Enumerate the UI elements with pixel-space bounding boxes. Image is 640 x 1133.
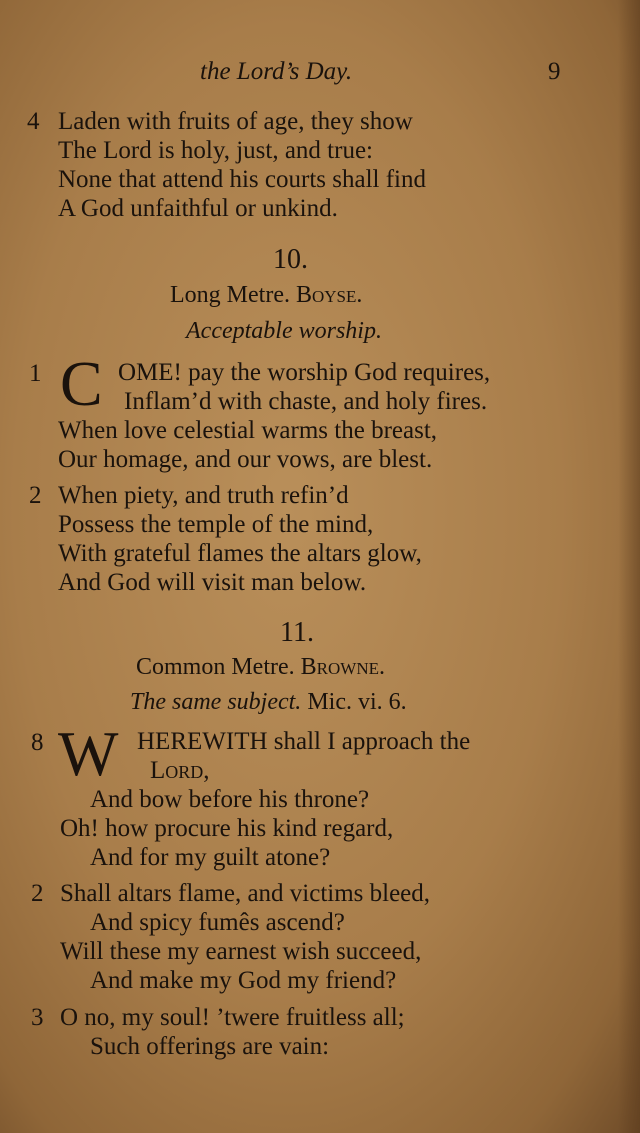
- verse-line: And spicy fumês ascend?: [90, 909, 345, 936]
- verse-line: And bow before his throne?: [90, 786, 370, 813]
- verse-line: And for my guilt atone?: [90, 844, 331, 871]
- verse-line: None that attend his courts shall find: [58, 166, 426, 193]
- verse-number: 2: [31, 880, 44, 907]
- verse-line: Such offerings are vain:: [90, 1033, 330, 1060]
- hymn-author: Boyse.: [295, 282, 363, 308]
- metre-label: Common Metre.: [136, 654, 295, 680]
- verse-number: 4: [27, 108, 40, 135]
- metre-label: Long Metre.: [170, 282, 290, 308]
- verse-line: And God will visit man below.: [58, 569, 367, 596]
- hymn-metre: [170, 282, 362, 309]
- verse-line: Possess the temple of the mind,: [58, 511, 374, 538]
- hymn-subtitle: The same subject.: [130, 689, 302, 715]
- drop-cap: W: [58, 718, 119, 789]
- verse-number: 3: [31, 1004, 44, 1031]
- verse-line: Inflam’d with chaste, and holy fires.: [124, 388, 488, 415]
- verse-line: Shall altars flame, and victims bleed,: [60, 880, 431, 907]
- verse-line: A God unfaithful or unkind.: [58, 195, 338, 222]
- scripture-reference: Mic. vi. 6.: [307, 689, 407, 715]
- verse-line: HEREWITH shall I approach the: [137, 728, 471, 755]
- page-number: 9: [548, 58, 561, 85]
- hymn-subtitle: Acceptable worship.: [186, 318, 382, 344]
- verse-number: 1: [29, 360, 42, 387]
- verse-line: Our homage, and our vows, are blest.: [58, 446, 433, 473]
- verse-line: Oh! how procure his kind regard,: [60, 815, 394, 842]
- verse-line: And make my God my friend?: [90, 967, 397, 994]
- hymn-number: 10.: [273, 244, 308, 275]
- drop-cap: C: [60, 348, 103, 419]
- verse-number: 8: [31, 729, 44, 756]
- hymn-metre: [136, 654, 385, 681]
- verse-line: With grateful flames the altars glow,: [58, 540, 422, 567]
- verse-line: OME! pay the worship God requires,: [118, 359, 491, 386]
- hymn-author: Browne.: [300, 654, 385, 680]
- verse-number: 2: [29, 482, 42, 509]
- running-header-title: the Lord’s Day.: [200, 58, 353, 85]
- verse-line: O no, my soul! ’twere fruitless all;: [60, 1004, 405, 1031]
- verse-line: Will these my earnest wish succeed,: [60, 938, 422, 965]
- verse-line: Lord,: [150, 757, 210, 784]
- verse-line: Laden with fruits of age, they show: [58, 108, 413, 135]
- hymn-number: 11.: [280, 617, 314, 648]
- verse-line: When piety, and truth refin’d: [58, 482, 349, 509]
- verse-line: When love celestial warms the breast,: [58, 417, 438, 444]
- hymn-subtitle-line: [130, 689, 407, 716]
- verse-line: The Lord is holy, just, and true:: [58, 137, 373, 164]
